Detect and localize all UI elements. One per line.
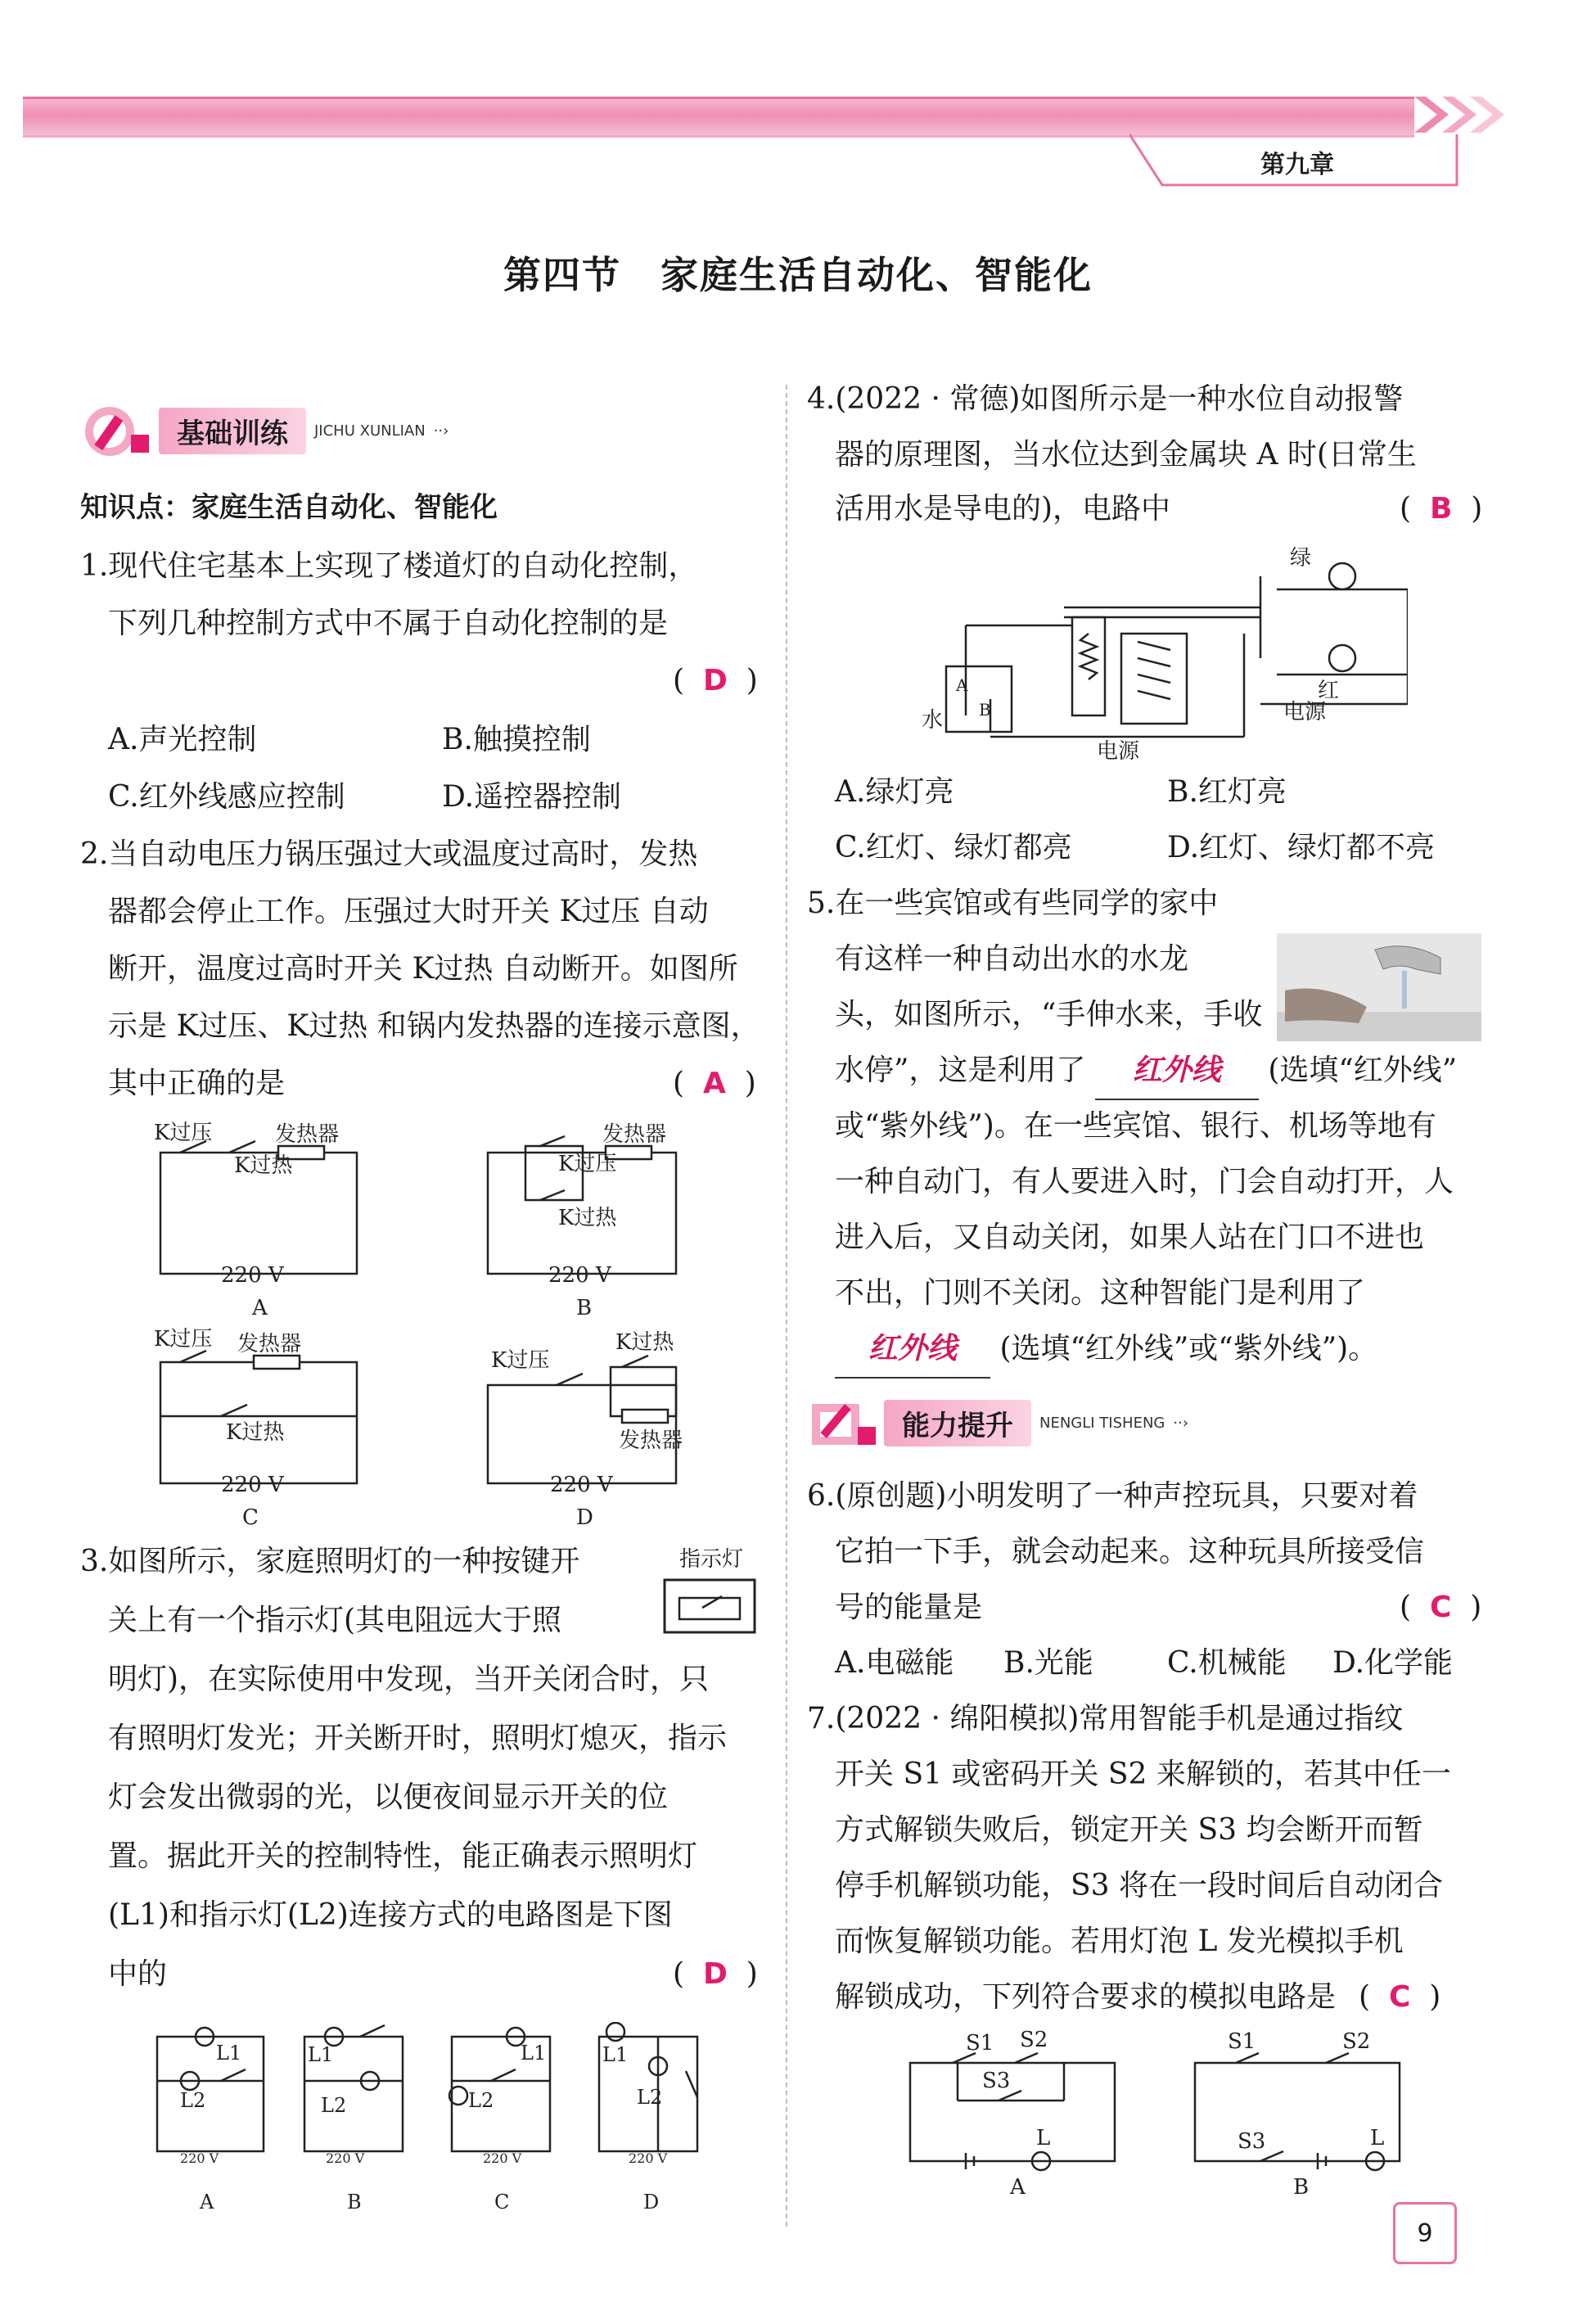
q3-label-b: B xyxy=(347,2191,362,2214)
q2-c-voltage: 220 V xyxy=(221,1473,284,1497)
q2-label-d: D xyxy=(576,1505,593,1530)
q3-c-l2: L2 xyxy=(468,2089,494,2112)
q4-a: A xyxy=(956,675,968,695)
q1-line-2: 下列几种控制方式中不属于自动化控制的是 xyxy=(108,607,669,640)
section-pinyin: NENGLI TISHENG xyxy=(1039,1414,1165,1432)
q5-line-2: 有这样一种自动出水的水龙 xyxy=(835,942,1189,976)
q3-b-voltage: 220 V xyxy=(326,2150,365,2166)
q2-b-voltage: 220 V xyxy=(548,1263,611,1288)
q4-alarm-diagram xyxy=(917,544,1408,765)
q7-a-l: L xyxy=(1036,2126,1051,2150)
indicator-label: 指示灯 xyxy=(679,1547,744,1572)
q3-a-l2: L2 xyxy=(180,2089,206,2112)
q3-b-l2: L2 xyxy=(321,2094,347,2117)
q7-line-6: 解锁成功，下列符合要求的模拟电路是 xyxy=(835,1980,1337,2014)
q5-line-7: 一种自动门，有人要进入时，门会自动打开，人 xyxy=(835,1165,1454,1198)
q2-line-4: 示是 K过压、K过热 和锅内发热器的连接示意图， xyxy=(108,1009,760,1043)
page-number: 9 xyxy=(1393,2202,1457,2264)
section-basic-training xyxy=(82,409,449,452)
q4-answer: B xyxy=(1429,492,1453,526)
switch-icon xyxy=(661,1577,760,1637)
q2-line-3: 断开，温度过高时开关 K过热 自动断开。如图所 xyxy=(108,952,738,986)
q3-answer: D xyxy=(702,1957,728,1991)
q2-a-kp: K过压 xyxy=(154,1121,213,1145)
q2-c-kh: K过热 xyxy=(226,1420,285,1445)
q7-line-2: 开关 S1 或密码开关 S2 来解锁的，若其中任一 xyxy=(835,1758,1451,1791)
q2-b-heater: 发热器 xyxy=(602,1122,667,1147)
pencil-badge-icon xyxy=(82,402,152,459)
q3-line-2: 关上有一个指示灯(其电阻远大于照 xyxy=(108,1604,562,1637)
q3-label-d: D xyxy=(643,2191,660,2214)
q7-line-4: 停手机解锁功能，S3 将在一段时间后自动闭合 xyxy=(835,1869,1444,1902)
q3-line-1: 3.如图所示，家庭照明灯的一种按键开 xyxy=(80,1545,580,1578)
chapter-label: 第九章 xyxy=(1260,151,1334,179)
q2-c-kp: K过压 xyxy=(154,1327,213,1352)
q2-a-heater: 发热器 xyxy=(275,1122,340,1147)
q5-line-9: 不出，门则不关闭。这种智能门是利用了 xyxy=(835,1276,1366,1310)
q3-line-8: 中的 xyxy=(108,1957,168,1991)
q5-line-4-text: 水停”，这是利用了 xyxy=(835,1054,1086,1087)
q7-line-5: 而恢复解锁功能。若用灯泡 L 发光模拟手机 xyxy=(835,1925,1404,1958)
q3-c-voltage: 220 V xyxy=(483,2150,522,2166)
q5-answer-2: 红外线 xyxy=(835,1321,990,1379)
q7-line-1: 7.(2022 · 绵阳模拟)常用智能手机是通过指纹 xyxy=(807,1702,1404,1735)
q2-b-kh: K过热 xyxy=(558,1206,617,1230)
q3-a-voltage: 220 V xyxy=(180,2150,219,2166)
q7-circuit-diagrams xyxy=(900,2030,1473,2202)
q6-answer: C xyxy=(1429,1591,1452,1624)
q6-line-2: 它拍一下手，就会动起来。这种玩具所接受信 xyxy=(835,1535,1425,1568)
q1-option-a: A.声光控制 xyxy=(108,723,257,756)
q6-option-a: A.电磁能 xyxy=(835,1646,954,1680)
q3-d-l2: L2 xyxy=(637,2086,663,2109)
q1-line-1: 1.现代住宅基本上实现了楼道灯的自动化控制， xyxy=(80,549,698,583)
faucet-photo xyxy=(1277,933,1481,1041)
q7-label-a: A xyxy=(1010,2175,1026,2200)
q5-line-10-text: (选填“红外线”或“紫外线”)。 xyxy=(999,1332,1378,1365)
q2-c-heater: 发热器 xyxy=(237,1332,302,1356)
q5-line-10 xyxy=(835,1321,1377,1379)
q6-option-c: C.机械能 xyxy=(1167,1646,1287,1680)
q7-answer: C xyxy=(1388,1980,1411,2014)
q1-answer-paren: ( D ) xyxy=(673,664,758,697)
q2-line-2: 器都会停止工作。压强过大时开关 K过压 自动 xyxy=(108,895,709,928)
q4-water: 水 xyxy=(922,708,944,733)
section-label: 基础训练 xyxy=(159,408,306,454)
q2-circuit-diagrams xyxy=(131,1121,753,1531)
q4-red-label: 红 xyxy=(1318,679,1340,703)
q3-circuit-diagrams xyxy=(147,2022,720,2218)
column-divider xyxy=(786,385,787,2227)
q5-line-3: 头，如图所示，“手伸水来，手收 xyxy=(835,998,1263,1031)
q3-line-4: 有照明灯发光；开关断开时，照明灯熄灭，指示 xyxy=(108,1722,728,1755)
q3-line-3: 明灯)，在实际使用中发现，当开关闭合时，只 xyxy=(108,1663,710,1696)
q4-option-a: A.绿灯亮 xyxy=(835,775,954,809)
q5-answer-1: 红外线 xyxy=(1095,1043,1259,1100)
q2-a-voltage: 220 V xyxy=(221,1263,284,1288)
page-title: 第四节 家庭生活自动化、智能化 xyxy=(503,253,1093,297)
q2-b-kp: K过压 xyxy=(558,1152,617,1176)
q4-answer-paren: ( B ) xyxy=(1400,492,1483,526)
q2-line-1: 2.当自动电压力锅压强过大或温度过高时，发热 xyxy=(80,837,698,871)
q3-c-l1: L1 xyxy=(521,2042,547,2065)
q5-line-1: 5.在一些宾馆或有些同学的家中 xyxy=(807,887,1219,920)
q7-label-b: B xyxy=(1293,2175,1310,2200)
q7-answer-paren: ( C ) xyxy=(1359,1980,1441,2014)
q2-label-b: B xyxy=(576,1296,593,1320)
q7-b-s1: S1 xyxy=(1228,2030,1256,2054)
q3-label-a: A xyxy=(200,2191,214,2214)
q7-b-s3: S3 xyxy=(1238,2129,1266,2154)
q6-option-b: B.光能 xyxy=(1003,1646,1093,1680)
section-ability xyxy=(807,1401,1188,1444)
q4-b: B xyxy=(979,700,991,720)
q3-line-6: 置。据此开关的控制特性，能正确表示照明灯 xyxy=(108,1839,698,1873)
q7-a-s1: S1 xyxy=(966,2031,994,2056)
q4-green-label: 绿 xyxy=(1290,546,1312,571)
knowledge-point: 知识点：家庭生活自动化、智能化 xyxy=(80,491,498,524)
q6-answer-paren: ( C ) xyxy=(1400,1591,1482,1624)
section-arrow: ··› xyxy=(1173,1414,1189,1432)
q5-line-4 xyxy=(835,1043,1457,1100)
q7-line-3: 方式解锁失败后，锁定开关 S3 均会断开而暂 xyxy=(835,1813,1423,1847)
q2-d-kh: K过热 xyxy=(615,1330,674,1355)
q1-option-d: D.遥控器控制 xyxy=(442,780,622,814)
q2-a-kh: K过热 xyxy=(234,1153,293,1178)
q3-label-c: C xyxy=(494,2191,510,2214)
q1-option-c: C.红外线感应控制 xyxy=(108,780,345,814)
q7-b-s2: S2 xyxy=(1342,2030,1371,2054)
q3-a-l1: L1 xyxy=(216,2042,242,2065)
q5-line-4-tail: (选填“红外线” xyxy=(1268,1054,1458,1087)
q7-a-s2: S2 xyxy=(1020,2030,1048,2052)
q6-line-1: 6.(原创题)小明发明了一种声控玩具，只要对着 xyxy=(807,1479,1418,1513)
q2-d-kp: K过压 xyxy=(491,1348,550,1373)
q2-label-c: C xyxy=(242,1505,259,1530)
q4-power-2: 电源 xyxy=(1097,739,1140,764)
q2-label-a: A xyxy=(252,1296,268,1320)
q2-d-voltage: 220 V xyxy=(550,1473,613,1497)
q7-a-s3: S3 xyxy=(982,2069,1011,2093)
q4-option-b: B.红灯亮 xyxy=(1167,775,1287,809)
q2-answer-paren: ( A ) xyxy=(673,1067,756,1100)
q6-option-d: D.化学能 xyxy=(1332,1646,1454,1680)
q4-line-3: 活用水是导电的)，电路中 xyxy=(835,492,1171,526)
q5-line-6: 或“紫外线”)。在一些宾馆、银行、机场等地有 xyxy=(835,1109,1436,1143)
q3-line-7: (L1)和指示灯(L2)连接方式的电路图是下图 xyxy=(108,1898,673,1932)
q3-b-l1: L1 xyxy=(308,2043,334,2066)
q2-d-heater: 发热器 xyxy=(619,1428,683,1453)
q2-line-5: 其中正确的是 xyxy=(108,1067,286,1100)
q4-option-d: D.红灯、绿灯都不亮 xyxy=(1167,831,1436,864)
q4-power-1: 电源 xyxy=(1283,700,1327,724)
section-arrow: ··› xyxy=(433,422,449,440)
q4-option-c: C.红灯、绿灯都亮 xyxy=(835,831,1072,864)
section-pinyin: JICHU XUNLIAN xyxy=(314,422,426,440)
q3-d-l1: L1 xyxy=(602,2043,629,2066)
q4-line-2: 器的原理图，当水位达到金属块 A 时(日常生 xyxy=(835,438,1417,472)
q5-line-8: 进入后，又自动关闭，如果人站在门口不进也 xyxy=(835,1221,1425,1254)
q3-answer-paren: ( D ) xyxy=(673,1957,758,1991)
q6-line-3: 号的能量是 xyxy=(835,1591,983,1624)
q7-b-l: L xyxy=(1370,2126,1385,2150)
q1-answer: D xyxy=(702,664,728,697)
q4-line-1: 4.(2022 · 常德)如图所示是一种水位自动报警 xyxy=(807,382,1404,416)
section-label: 能力提升 xyxy=(884,1400,1031,1446)
q3-d-voltage: 220 V xyxy=(629,2150,668,2166)
q1-option-b: B.触摸控制 xyxy=(442,723,591,756)
pencil-badge-icon xyxy=(807,1394,877,1451)
q2-answer: A xyxy=(702,1067,726,1100)
q3-line-5: 灯会发出微弱的光，以便夜间显示开关的位 xyxy=(108,1780,669,1814)
